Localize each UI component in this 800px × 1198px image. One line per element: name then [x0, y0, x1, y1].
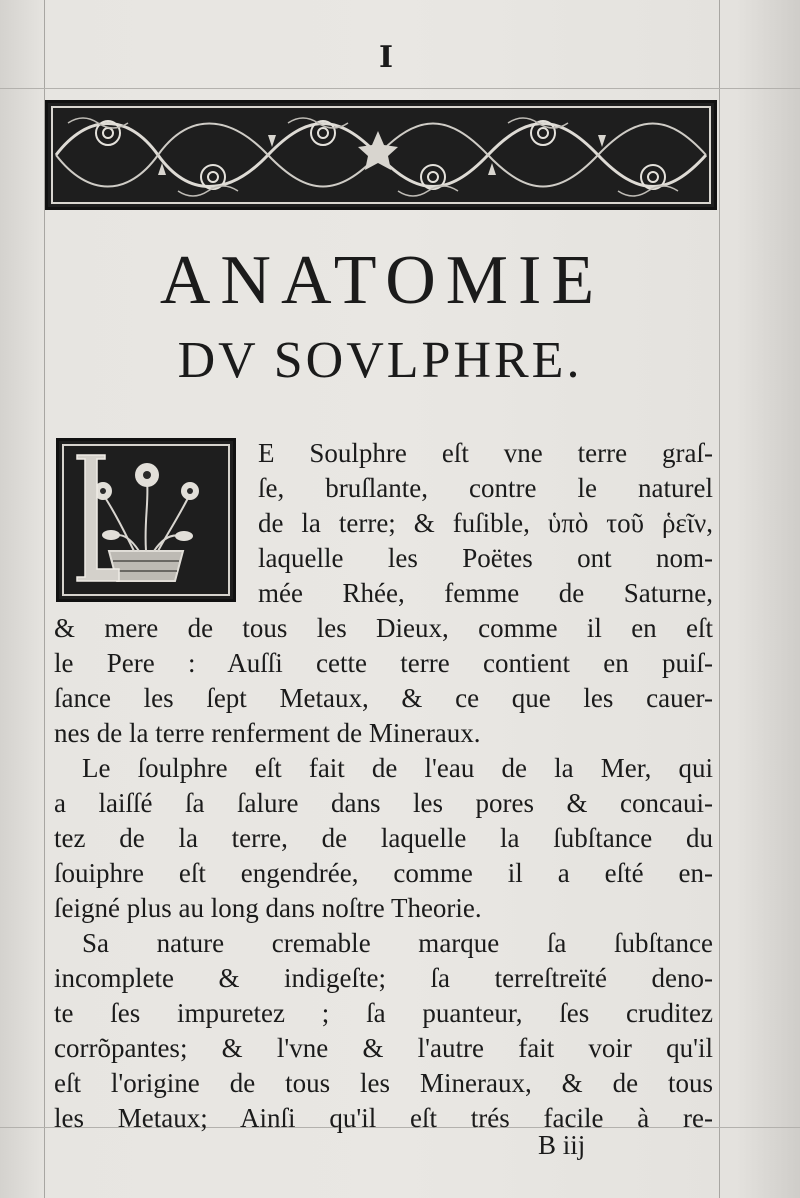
text-line: E Soulphre eſt vne terre graſ-: [258, 438, 713, 468]
text-line: ſeigné plus au long dans noſtre Theorie.: [54, 893, 482, 923]
text-line: ſouiphre eſt engendrée, comme il a eſté en-: [54, 858, 713, 888]
text-line: ſe, bruſlante, contre le naturel: [258, 473, 713, 503]
decorated-initial: [56, 438, 236, 602]
text-line: incomplete & indigeſte; ſa terreſtreïté deno-: [54, 963, 713, 993]
text-line: le Pere : Auſſi cette terre contient en puiſ-: [54, 648, 713, 678]
floral-headpiece-ornament: [45, 100, 717, 210]
page-title: ANATOMIE: [159, 242, 605, 319]
text-line: ſance les ſept Metaux, & ce que les cauer-: [54, 683, 713, 713]
margin-rule-right: [719, 0, 720, 1198]
text-line: Le ſoulphre eſt fait de l'eau de la Mer, qui: [82, 753, 713, 783]
text-line: corrõpantes; & l'vne & l'autre fait voir qu'il: [54, 1033, 713, 1063]
page-number: I: [378, 40, 394, 75]
text-line: eſt l'origine de tous les Mineraux, & de tous: [54, 1068, 713, 1098]
text-line: nes de la terre renferment de Mineraux.: [54, 718, 481, 748]
text-line: de la terre; & fuſible, ὑπὸ τοῦ ῥεῖν,: [258, 508, 713, 538]
text-line: & mere de tous les Dieux, comme il en eſt: [54, 613, 713, 643]
text-line: mée Rhée, femme de Saturne,: [258, 578, 713, 608]
text-line: Sa nature cremable marque ſa ſubſtance: [82, 928, 713, 958]
signature-mark: B iij: [538, 1130, 586, 1160]
margin-rule-top: [0, 88, 800, 89]
text-line: te ſes impuretez ; ſa puanteur, ſes cruditez: [54, 998, 713, 1028]
page-subtitle: DV SOVLPHRE.: [177, 332, 583, 389]
text-line: tez de la terre, de laquelle la ſubſtance du: [54, 823, 713, 853]
text-line: a laiſſé ſa ſalure dans les pores & concaui-: [54, 788, 713, 818]
text-line: laquelle les Poëtes ont nom-: [258, 543, 713, 573]
flower-basket-illustration: [59, 441, 233, 599]
text-line: les Metaux; Ainſi qu'il eſt trés facile à re-: [54, 1103, 713, 1133]
headpiece-vine-pattern: [48, 103, 714, 207]
